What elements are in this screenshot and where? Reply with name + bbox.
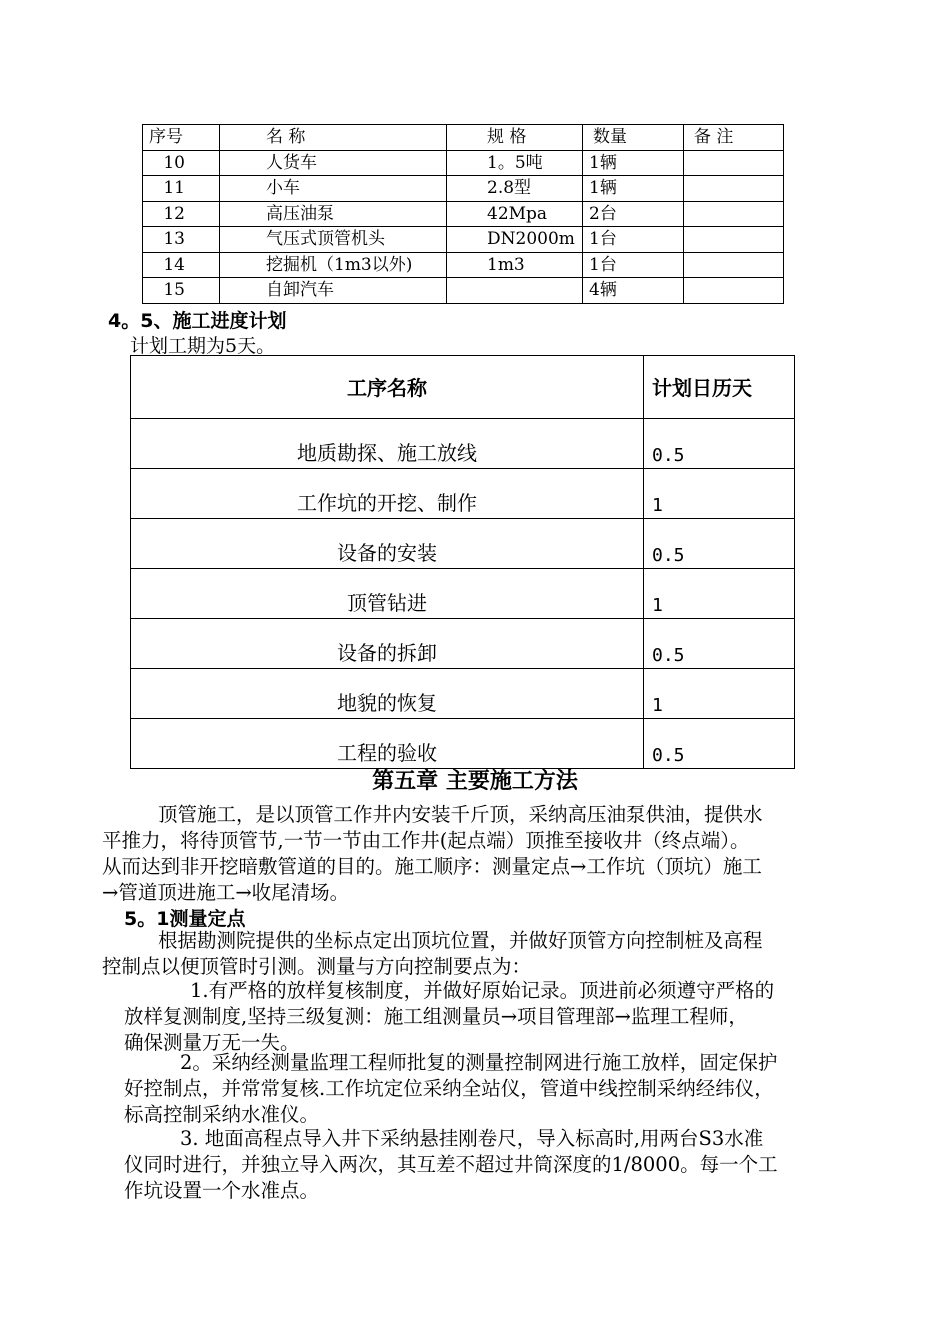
section-4-5-intro: 计划工期为5天。 (130, 335, 276, 357)
row-spec: 1。5吨 (447, 150, 583, 176)
row-qty: 2台 (583, 201, 684, 227)
task-days: 0.5 (644, 419, 795, 469)
intro-line-4: →管道顶进施工→收尾清场。 (102, 881, 350, 904)
schedule-table-header (131, 356, 795, 419)
equipment-table (142, 124, 784, 304)
row-spec: 42Mpa (447, 201, 583, 227)
task-name: 工作坑的开挖、制作 (131, 469, 644, 519)
header-no: 序号 (143, 125, 220, 151)
row-note (684, 252, 784, 278)
chapter-title: 第五章 主要施工方法 (372, 769, 578, 794)
item2-line-3: 标高控制采纳水准仪。 (124, 1103, 320, 1126)
task-name: 设备的安装 (131, 519, 644, 569)
row-spec (447, 278, 583, 304)
table-row (131, 519, 795, 569)
section-5-1-heading: 5。1测量定点 (124, 908, 246, 930)
header-name: 名 称 (220, 125, 447, 151)
table-row (131, 419, 795, 469)
row-qty: 1辆 (583, 150, 684, 176)
row-note (684, 150, 784, 176)
equipment-table-header (143, 125, 784, 151)
table-row (143, 278, 784, 304)
row-name: 气压式顶管机头 (220, 227, 447, 253)
header-note: 备 注 (684, 125, 784, 151)
row-name: 自卸汽车 (220, 278, 447, 304)
task-name: 顶管钻进 (131, 569, 644, 619)
table-row (143, 150, 784, 176)
row-note (684, 278, 784, 304)
task-days: 1 (644, 469, 795, 519)
item3-line-1: 3. 地面高程点导入井下采纳悬挂刚卷尺，导入标高时,用两台S3水准 (180, 1127, 764, 1150)
row-spec: 2.8型 (447, 176, 583, 202)
s51-line-2: 控制点以便顶管时引测。测量与方向控制要点为： (102, 955, 532, 978)
table-row (131, 669, 795, 719)
section-4-5-heading: 4。5、施工进度计划 (108, 310, 287, 332)
row-no: 11 (143, 176, 220, 202)
table-row (131, 569, 795, 619)
item1-line-2: 放样复测制度,坚持三级复测：施工组测量员→项目管理部→监理工程师， (124, 1005, 748, 1028)
row-note (684, 201, 784, 227)
task-days: 0.5 (644, 719, 795, 769)
table-row (131, 469, 795, 519)
table-row (131, 619, 795, 669)
row-name: 挖掘机（1m3以外) (220, 252, 447, 278)
row-name: 人货车 (220, 150, 447, 176)
item3-line-3: 作坑设置一个水准点。 (124, 1179, 320, 1202)
task-name: 地貌的恢复 (131, 669, 644, 719)
row-no: 15 (143, 278, 220, 304)
header-qty: 数量 (583, 125, 684, 151)
row-spec: 1m3 (447, 252, 583, 278)
row-note (684, 227, 784, 253)
s51-line-1: 根据勘测院提供的坐标点定出顶坑位置，并做好顶管方向控制桩及高程 (158, 929, 763, 952)
task-name: 地质勘探、施工放线 (131, 419, 644, 469)
intro-line-1: 顶管施工，是以顶管工作井内安装千斤顶，采纳高压油泵供油，提供水 (158, 803, 763, 826)
item2-line-2: 好控制点，并常常复核.工作坑定位采纳全站仪，管道中线控制采纳经纬仪， (124, 1077, 774, 1100)
intro-line-3: 从而达到非开挖暗敷管道的目的。施工顺序：测量定点→工作坑（顶坑）施工 (102, 855, 762, 878)
table-row (143, 176, 784, 202)
row-name: 小车 (220, 176, 447, 202)
row-note (684, 176, 784, 202)
row-no: 10 (143, 150, 220, 176)
row-qty: 4辆 (583, 278, 684, 304)
row-qty: 1台 (583, 252, 684, 278)
task-name: 工程的验收 (131, 719, 644, 769)
item2-line-1: 2。采纳经测量监理工程师批复的测量控制网进行施工放样，固定保护 (180, 1051, 778, 1074)
header-task: 工序名称 (131, 356, 644, 419)
task-days: 0.5 (644, 519, 795, 569)
table-row (143, 201, 784, 227)
intro-line-2: 平推力，将待顶管节,一节一节由工作井(起点端）顶推至接收井（终点端）。 (102, 829, 750, 852)
task-days: 1 (644, 569, 795, 619)
row-qty: 1辆 (583, 176, 684, 202)
item3-line-2: 仪同时进行，并独立导入两次，其互差不超过井筒深度的1/8000。每一个工 (124, 1153, 778, 1176)
task-days: 0.5 (644, 619, 795, 669)
row-no: 14 (143, 252, 220, 278)
row-no: 13 (143, 227, 220, 253)
task-name: 设备的拆卸 (131, 619, 644, 669)
schedule-table (130, 355, 795, 769)
table-row (143, 252, 784, 278)
header-spec: 规 格 (447, 125, 583, 151)
table-row (131, 719, 795, 769)
row-no: 12 (143, 201, 220, 227)
item1-line-3: 确保测量万无一失。 (124, 1031, 300, 1054)
item1-line-1: 1.有严格的放样复核制度，并做好原始记录。顶进前必须遵守严格的 (190, 979, 775, 1002)
task-days: 1 (644, 669, 795, 719)
table-row (143, 227, 784, 253)
row-spec: DN2000m (447, 227, 583, 253)
header-days: 计划日历天 (644, 356, 795, 419)
row-qty: 1台 (583, 227, 684, 253)
row-name: 高压油泵 (220, 201, 447, 227)
